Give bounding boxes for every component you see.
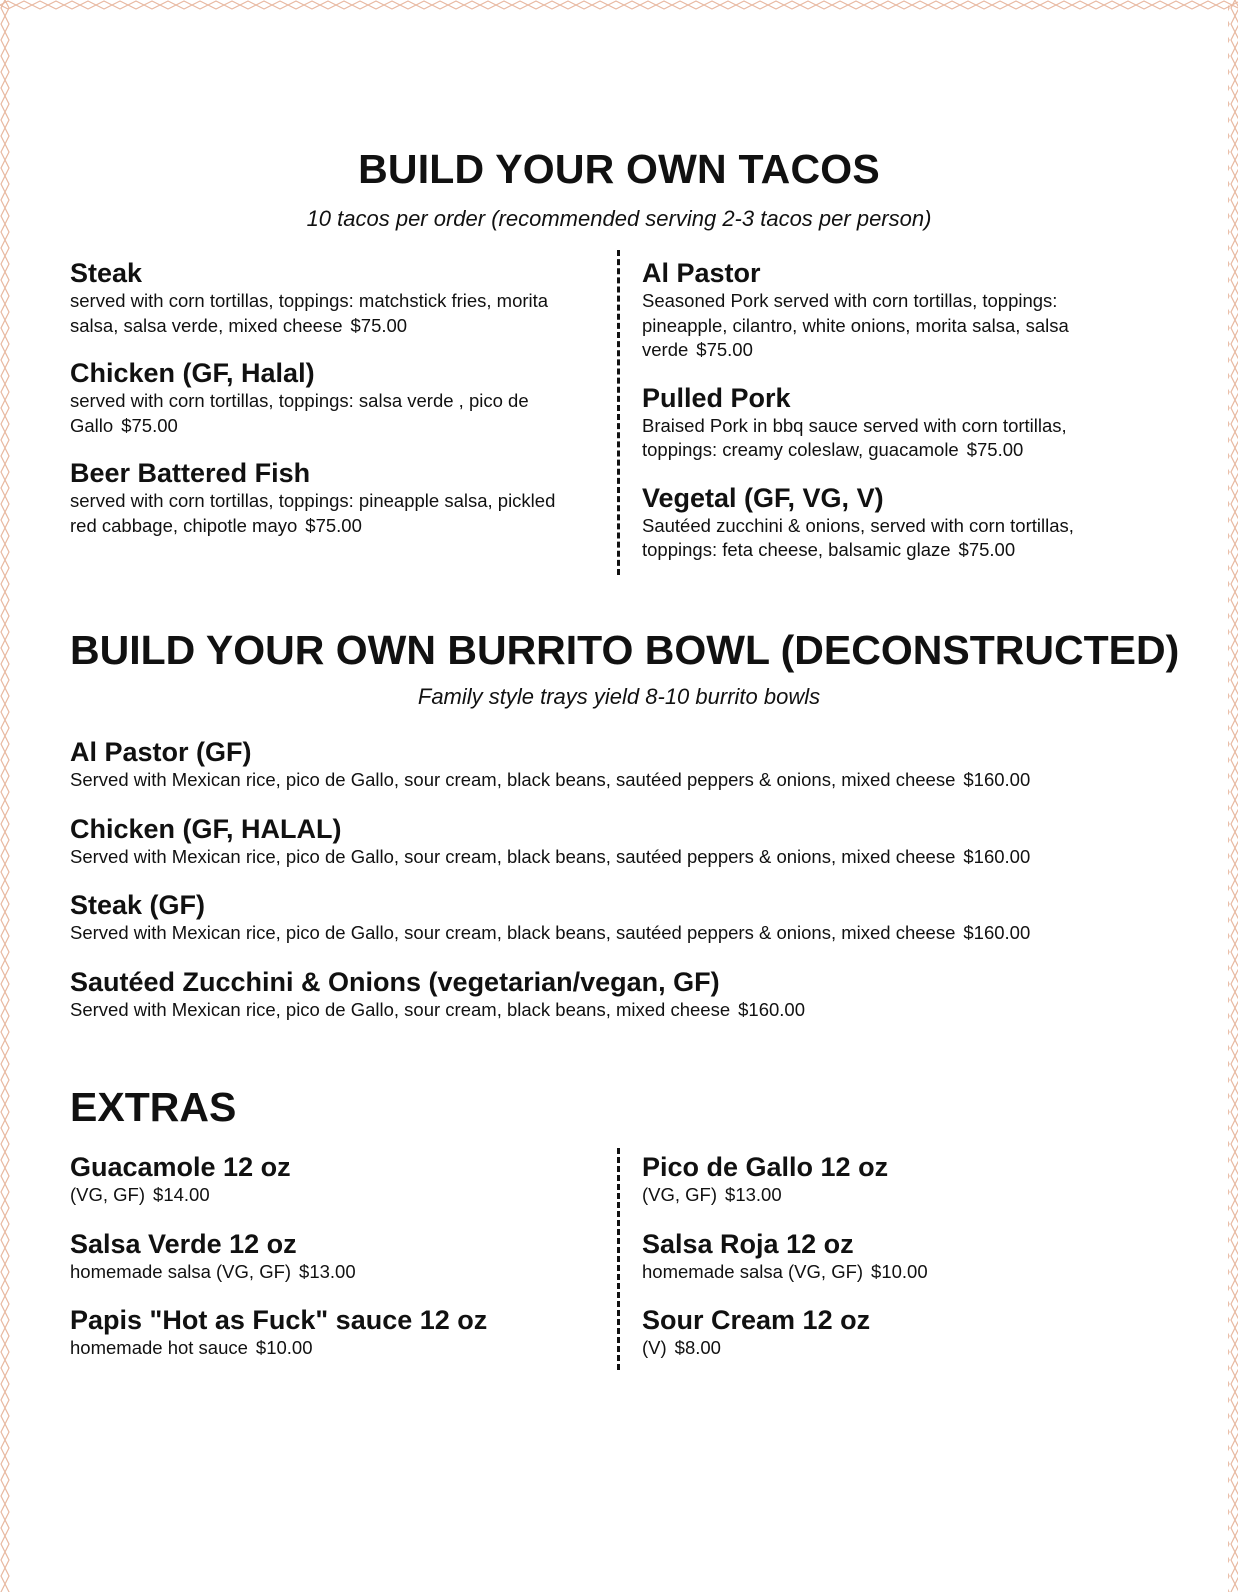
item-price: $160.00: [738, 998, 806, 1020]
item-desc: (VG, GF) $13.00: [642, 1184, 782, 1205]
item-price: $13.00: [299, 1260, 356, 1282]
extras-right-column: [642, 1151, 1162, 1381]
menu-item: [70, 889, 1220, 946]
item-price: $10.00: [255, 1337, 313, 1358]
menu-item: [70, 1151, 590, 1208]
item-price: $75.00: [696, 339, 753, 360]
bowls-list: [70, 736, 1220, 1042]
item-price: $10.00: [871, 1260, 928, 1282]
menu-item: [642, 257, 1142, 363]
item-price: $160.00: [963, 922, 1031, 943]
item-price: $75.00: [305, 514, 362, 536]
tacos-right-column: [642, 257, 1142, 582]
item-name: Sour Cream 12 oz: [642, 1305, 871, 1335]
menu-item: [70, 1304, 590, 1361]
menu-item: [70, 1228, 590, 1285]
extras-left-column: [70, 1151, 590, 1381]
item-desc: Seasoned Pork served with corn tortillas, toppings: pineapple, cilantro, white onions, morita salsa, salsa verde $75.00: [642, 290, 1069, 360]
bowls-title: BUILD YOUR OWN BURRITO BOWL (DECONSTRUCTED): [70, 627, 1180, 673]
item-price: $75.00: [966, 439, 1024, 460]
menu-item: [642, 1151, 1162, 1208]
item-desc: homemade salsa (VG, GF) $13.00: [70, 1260, 356, 1282]
item-name: Pulled Pork: [642, 382, 791, 413]
item-desc: served with corn tortillas, toppings: salsa verde , pico de Gallo $75.00: [70, 390, 529, 436]
item-name: Steak: [70, 258, 143, 288]
item-name: Al Pastor: [642, 258, 761, 288]
item-price: $8.00: [674, 1337, 721, 1358]
item-name: Chicken (GF, Halal): [70, 358, 315, 388]
item-price: $75.00: [121, 414, 178, 436]
item-price: $160.00: [963, 845, 1031, 867]
item-desc: Served with Mexican rice, pico de Gallo, sour cream, black beans, sautéed peppers & onions, mixed cheese $160.00: [70, 922, 1031, 943]
menu-item: [70, 966, 1220, 1023]
menu-item: [70, 736, 1220, 793]
item-name: Salsa Roja 12 oz: [642, 1228, 854, 1259]
tacos-subtitle: 10 tacos per order (recommended serving 2-3 tacos per person): [306, 206, 932, 231]
item-price: $160.00: [963, 769, 1031, 790]
item-name: Papis "Hot as Fuck" sauce 12 oz: [70, 1305, 488, 1335]
menu-item: [70, 357, 570, 438]
tacos-title: BUILD YOUR OWN TACOS: [358, 146, 880, 192]
item-name: Guacamole 12 oz: [70, 1152, 291, 1182]
item-price: $13.00: [725, 1184, 782, 1205]
item-price: $14.00: [153, 1184, 210, 1205]
menu-item: [642, 1228, 1162, 1285]
item-desc: Served with Mexican rice, pico de Gallo, sour cream, black beans, sautéed peppers & onions, mixed cheese $160.00: [70, 845, 1031, 867]
item-name: Sautéed Zucchini & Onions (vegetarian/vegan, GF): [70, 966, 720, 997]
item-name: Chicken (GF, HALAL): [70, 813, 342, 844]
menu-item: [642, 382, 1142, 463]
item-desc: served with corn tortillas, toppings: matchstick fries, morita salsa, salsa verde, mixed cheese $75.00: [70, 290, 549, 336]
item-desc: Served with Mexican rice, pico de Gallo, sour cream, black beans, mixed cheese $160.00: [70, 998, 806, 1020]
menu-item: [642, 1304, 1162, 1361]
item-price: $75.00: [350, 314, 408, 336]
menu-item: [70, 257, 570, 338]
column-divider: [617, 1148, 620, 1370]
menu-item: [642, 482, 1142, 563]
bowls-subtitle: Family style trays yield 8-10 burrito bowls: [417, 684, 821, 709]
menu-item: [70, 457, 570, 538]
item-desc: Sautéed zucchini & onions, served with corn tortillas, toppings: feta cheese, balsamic glaze $75.00: [642, 514, 1074, 560]
menu-item: [70, 813, 1220, 870]
extras-title: EXTRAS: [70, 1084, 237, 1130]
item-name: Beer Battered Fish: [70, 458, 311, 488]
item-price: $75.00: [958, 539, 1016, 560]
item-desc: Served with Mexican rice, pico de Gallo, sour cream, black beans, sautéed peppers & onions, mixed cheese $160.00: [70, 769, 1031, 790]
column-divider: [617, 250, 620, 575]
item-name: Pico de Gallo 12 oz: [642, 1152, 889, 1182]
item-desc: (VG, GF) $14.00: [70, 1184, 210, 1205]
item-desc: (V) $8.00: [642, 1337, 721, 1358]
item-name: Vegetal (GF, VG, V): [642, 482, 884, 513]
item-name: Al Pastor (GF): [70, 737, 252, 767]
item-desc: Braised Pork in bbq sauce served with corn tortillas, toppings: creamy coleslaw, guacamole $75.00: [642, 414, 1067, 460]
item-name: Steak (GF): [70, 890, 206, 920]
item-desc: served with corn tortillas, toppings: pineapple salsa, pickled red cabbage, chipotle mayo $75.00: [70, 490, 556, 536]
item-name: Salsa Verde 12 oz: [70, 1228, 297, 1259]
item-desc: homemade hot sauce $10.00: [70, 1337, 313, 1358]
item-desc: homemade salsa (VG, GF) $10.00: [642, 1260, 928, 1282]
tacos-left-column: [70, 257, 570, 557]
